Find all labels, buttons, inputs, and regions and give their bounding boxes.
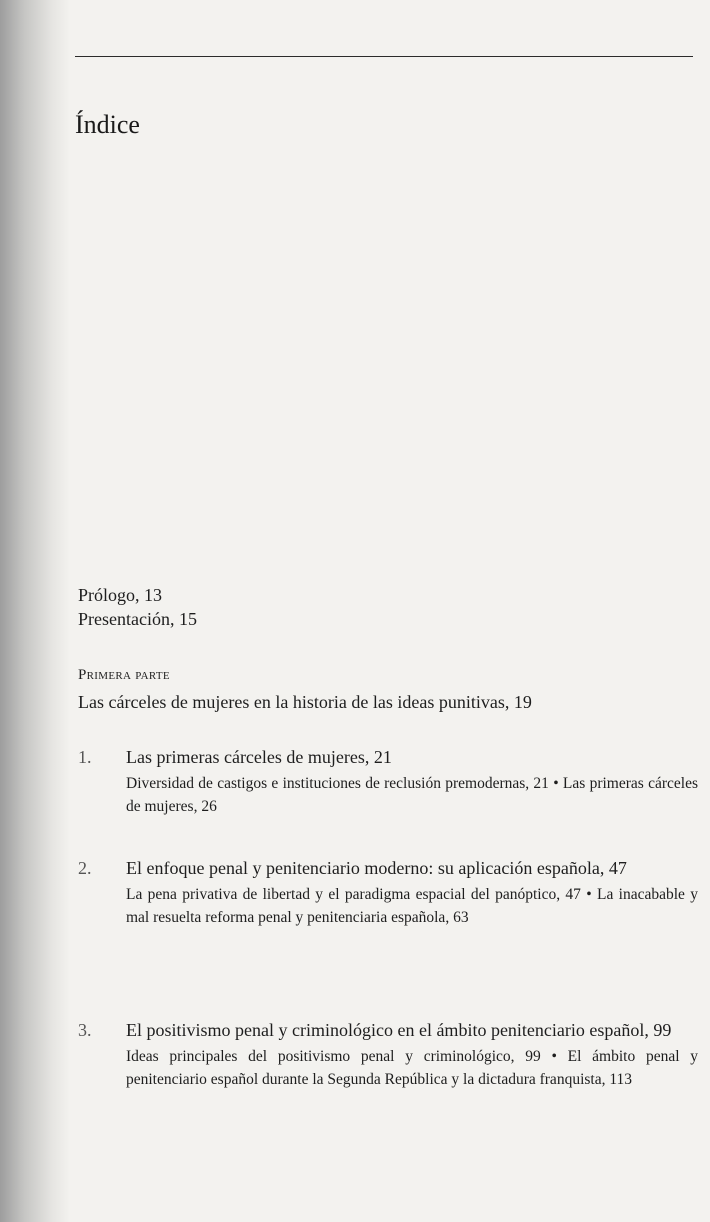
- chapter-title: El positivismo penal y criminológico en el ámbito penitenciario español, 99: [126, 1020, 672, 1040]
- chapter-sections: Diversidad de castigos e instituciones de reclusión premodernas, 21 • Las primeras cárceles de mujeres, 26: [126, 775, 698, 815]
- toc-entry-presentation: Presentación, 15: [78, 609, 197, 629]
- chapter-title: El enfoque penal y penitenciario moderno: su aplicación española, 47: [126, 858, 627, 878]
- part-heading: [78, 664, 698, 714]
- toc-chapter-2: [78, 856, 698, 929]
- chapter-number: 2.: [78, 858, 92, 878]
- chapter-sections: Ideas principales del positivismo penal y criminológico, 99 • El ámbito penal y penitenciario español durante la Segunda República y la dictadura franquista, 113: [126, 1048, 698, 1088]
- chapter-number: 3.: [78, 1020, 92, 1040]
- chapter-sections: La pena privativa de libertad y el paradigma espacial del panóptico, 47 • La inacabable y mal resuelta reforma penal y penitenciaria española, 63: [126, 886, 698, 926]
- chapter-title: Las primeras cárceles de mujeres, 21: [126, 747, 392, 767]
- toc-chapter-1: [78, 745, 698, 818]
- part-label: Primera parte: [78, 667, 170, 683]
- toc-entry-prologue: Prólogo, 13: [78, 585, 163, 605]
- page-gutter-shadow: [0, 0, 70, 1222]
- header-rule: [75, 56, 693, 57]
- part-title: Las cárceles de mujeres en la historia de las ideas punitivas, 19: [78, 692, 532, 712]
- chapter-number: 1.: [78, 747, 92, 767]
- page-title: Índice: [75, 110, 140, 139]
- toc-chapter-3: [78, 1018, 698, 1091]
- front-matter-list: [78, 583, 197, 631]
